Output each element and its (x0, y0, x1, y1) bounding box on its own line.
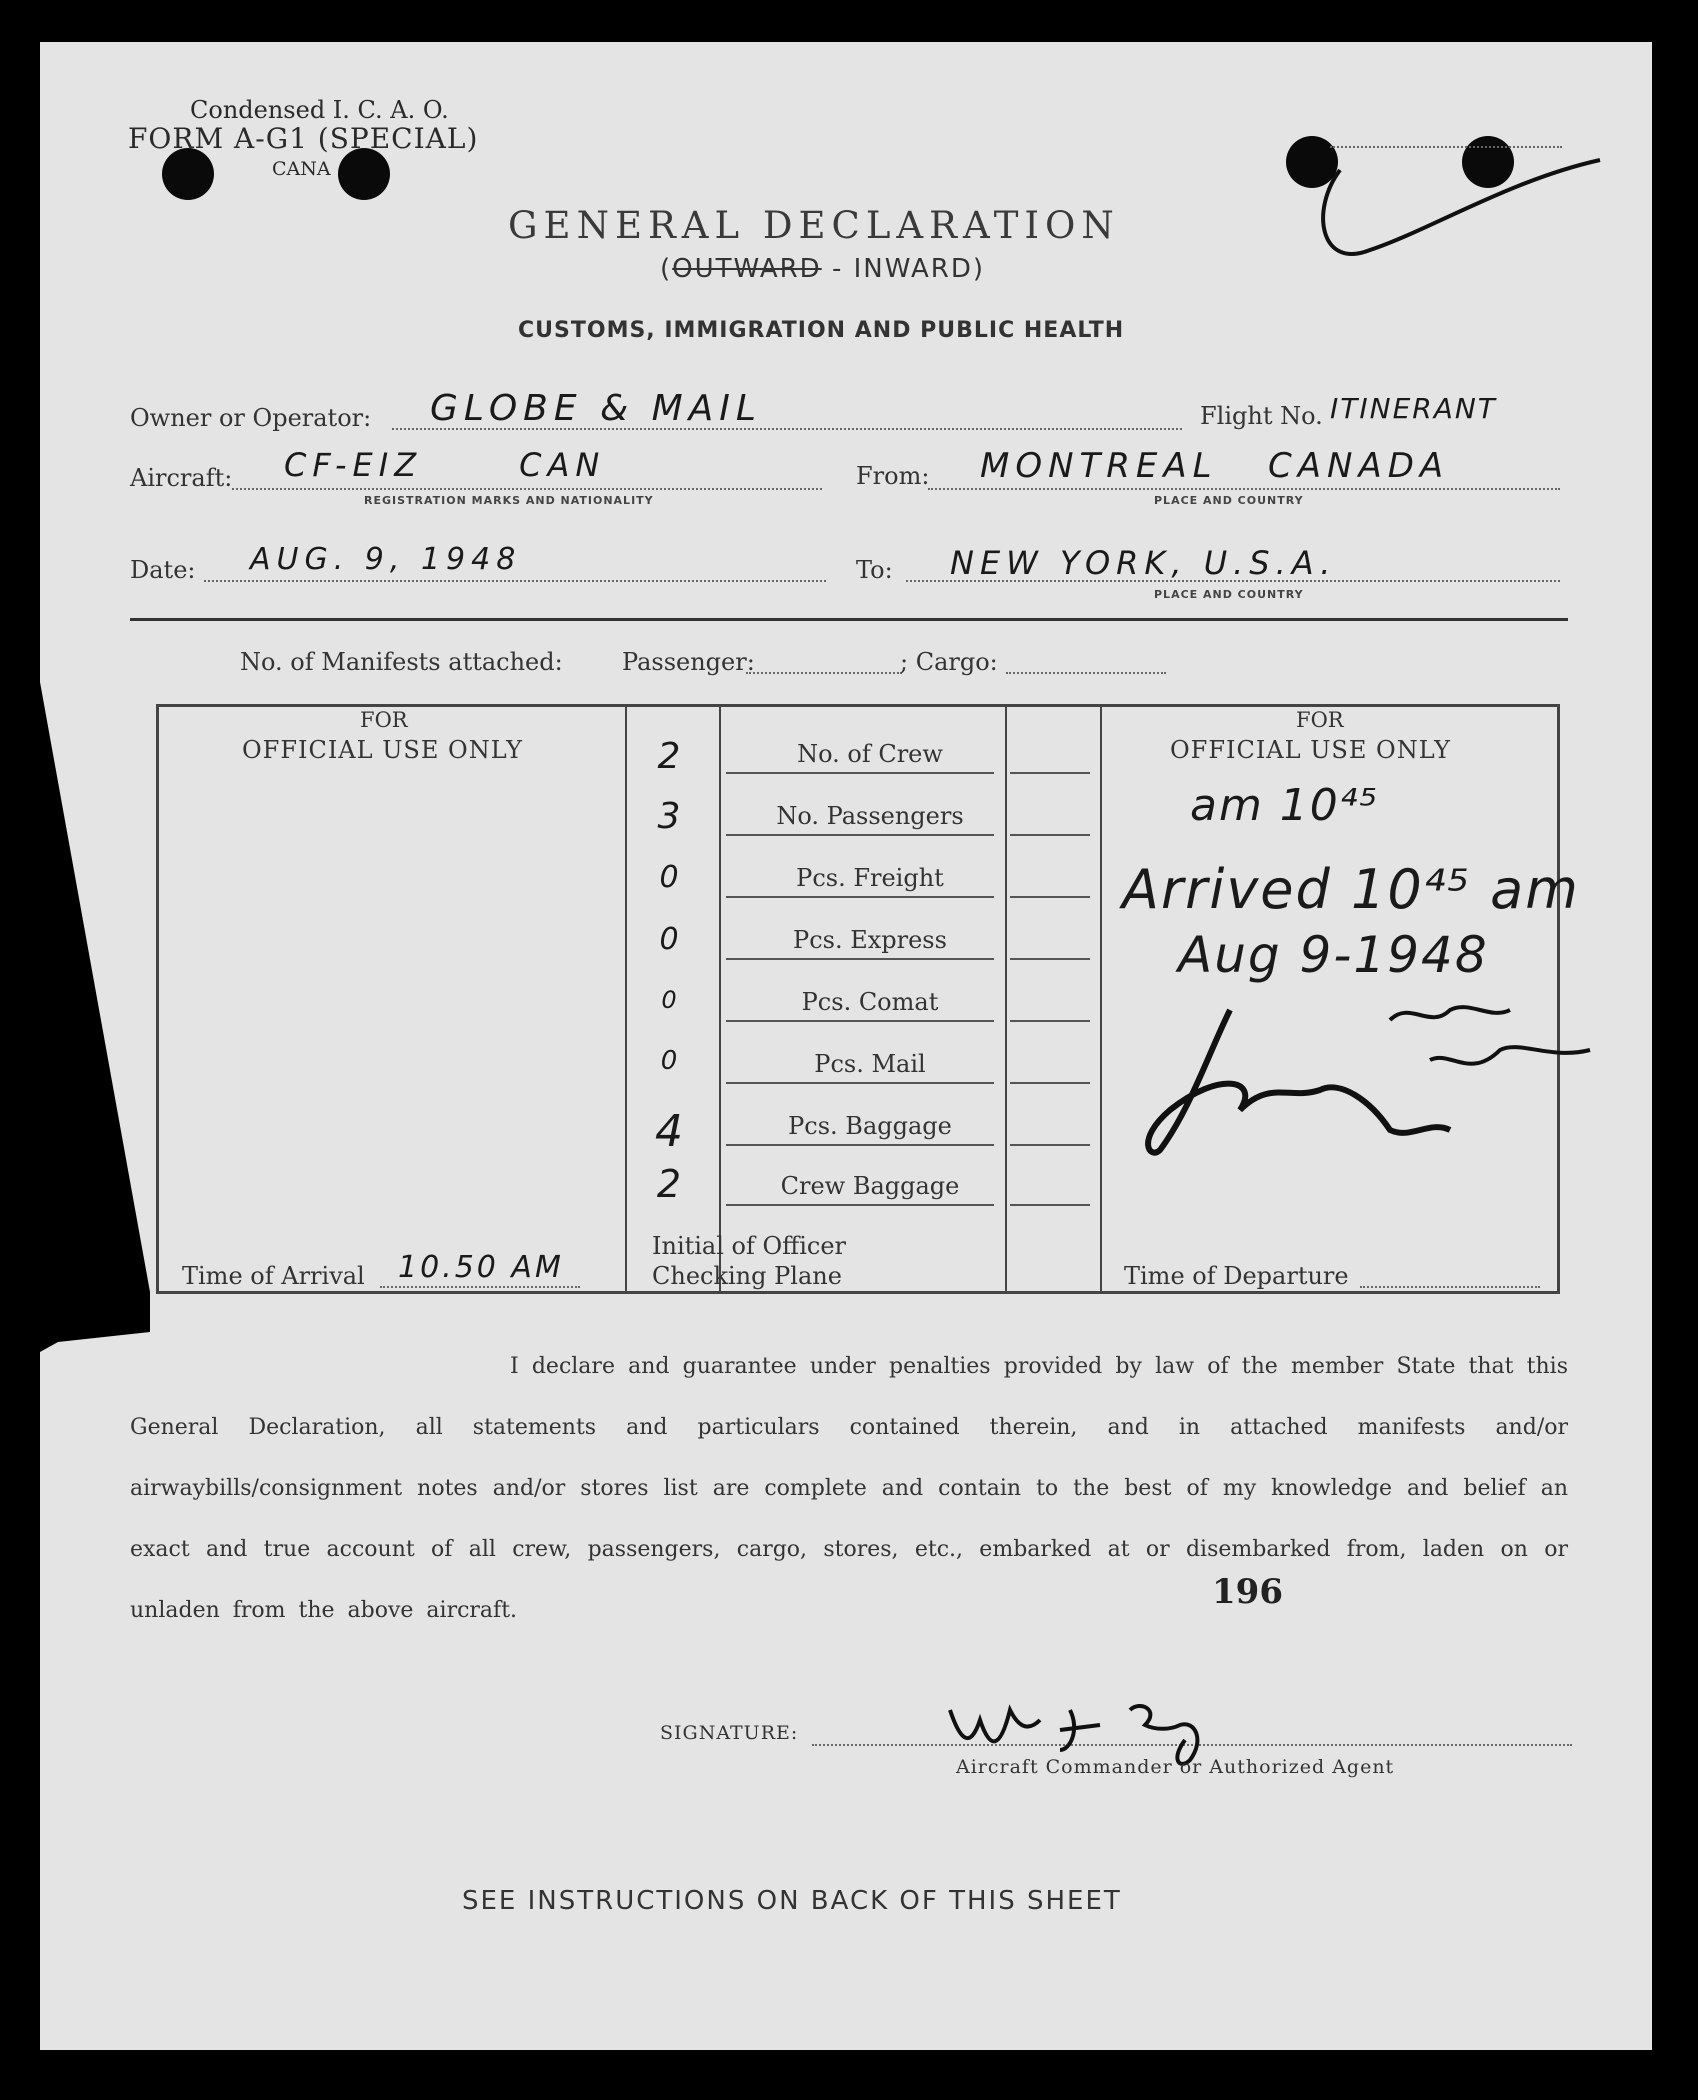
initial-officer-label: Initial of Officer (652, 1232, 847, 1260)
crew-count: 2 (657, 736, 687, 777)
signature-caption: Aircraft Commander or Authorized Agent (956, 1756, 1395, 1778)
manifest-cargo-label: ; Cargo: (900, 648, 998, 676)
table-divider (1100, 707, 1102, 1291)
item-underline (1010, 834, 1090, 836)
from-value: MONTREAL CANADA (980, 446, 1450, 486)
form-line-1: Condensed I. C. A. O. (190, 96, 449, 124)
instructions-footer: SEE INSTRUCTIONS ON BACK OF THIS SHEET (462, 1886, 1122, 1916)
item-underline (726, 1082, 994, 1084)
aircraft-field-line (232, 488, 822, 490)
item-underline (726, 1204, 994, 1206)
passengers-count: 3 (657, 796, 687, 837)
aircraft-label: Aircraft: (130, 464, 233, 492)
from-field-line (928, 488, 1560, 490)
aircraft-value: CF-EIZ CAN (284, 446, 606, 484)
handwritten-arrived-note: Arrived 10⁴⁵ am (1122, 858, 1580, 921)
punch-hole (338, 148, 390, 200)
manifest-cargo-line (1006, 672, 1166, 674)
crew-baggage-count: 2 (656, 1162, 688, 1206)
item-underline (1010, 772, 1090, 774)
manifest-passenger-label: Passenger: (622, 648, 755, 676)
item-underline (1010, 1204, 1090, 1206)
to-value: NEW YORK, U.S.A. (950, 544, 1337, 582)
table-divider (625, 707, 627, 1291)
item-underline (726, 958, 994, 960)
to-label: To: (856, 556, 893, 584)
express-count: 0 (659, 922, 685, 957)
item-underline (1010, 896, 1090, 898)
arrival-label: Time of Arrival (182, 1262, 365, 1290)
date-value: AUG. 9, 1948 (250, 542, 522, 577)
item-underline (1010, 958, 1090, 960)
form-subheading: CUSTOMS, IMMIGRATION AND PUBLIC HEALTH (518, 318, 1125, 343)
departure-field-line (1360, 1286, 1540, 1288)
aircraft-caption: REGISTRATION MARKS AND NATIONALITY (364, 494, 654, 507)
date-label: Date: (130, 556, 196, 584)
item-underline (726, 772, 994, 774)
flight-label: Flight No. (1200, 402, 1323, 430)
passengers-label: No. Passengers (776, 802, 964, 830)
checking-plane-label: Checking Plane (652, 1262, 842, 1290)
header-divider (130, 618, 1568, 621)
baggage-label: Pcs. Baggage (788, 1112, 952, 1140)
manifest-passenger-line (746, 672, 902, 674)
punch-hole (162, 148, 214, 200)
crew-label: No. of Crew (797, 740, 943, 768)
from-label: From: (856, 462, 930, 490)
right-official-label: OFFICIAL USE ONLY (1170, 736, 1451, 764)
departure-label: Time of Departure (1124, 1262, 1349, 1290)
check-mark-icon (1310, 150, 1610, 270)
handwritten-date-note: Aug 9-1948 (1178, 926, 1489, 984)
to-caption: PLACE AND COUNTRY (1154, 588, 1304, 601)
left-for-label: FOR (360, 708, 408, 732)
mail-label: Pcs. Mail (814, 1050, 926, 1078)
baggage-count: 4 (655, 1106, 689, 1157)
signature-label: SIGNATURE: (660, 1722, 799, 1744)
handwritten-arrival-time-note: am 10⁴⁵ (1190, 780, 1380, 831)
from-caption: PLACE AND COUNTRY (1154, 494, 1304, 507)
date-field-line (204, 580, 826, 582)
owner-label: Owner or Operator: (130, 404, 372, 432)
declaration-paragraph: I declare and guarantee under penalties provided by law of the member State that this General Declaration, all statements and particulars contained therein, and in attached manifests and/or airwaybills/consignment notes and/or stores list are complete and contain to the best of my knowledge and belief an exact and true account of all crew, passengers, cargo, stores, etc., embarked at or disembarked from, laden on or unladen from the above aircraft. (130, 1354, 1568, 1623)
mail-count: 0 (660, 1046, 684, 1076)
item-underline (726, 896, 994, 898)
item-underline (726, 1020, 994, 1022)
freight-label: Pcs. Freight (796, 864, 944, 892)
item-underline (1010, 1082, 1090, 1084)
crew-baggage-label: Crew Baggage (780, 1172, 960, 1200)
table-divider (1005, 707, 1007, 1291)
arrival-value: 10.50 AM (398, 1250, 564, 1285)
item-underline (1010, 1020, 1090, 1022)
express-label: Pcs. Express (793, 926, 947, 954)
freight-count: 0 (659, 860, 685, 895)
form-line-3: CANA (272, 158, 331, 180)
table-divider (719, 707, 721, 1291)
comat-count: 0 (661, 986, 683, 1014)
comat-label: Pcs. Comat (801, 988, 939, 1016)
owner-value: GLOBE & MAIL (430, 388, 762, 429)
left-official-label: OFFICIAL USE ONLY (242, 736, 523, 764)
form-subtitle: (OUTWARD - INWARD) (660, 254, 986, 284)
item-underline (726, 1144, 994, 1146)
manifests-label: No. of Manifests attached: (240, 648, 563, 676)
form-line-2: FORM A-G1 (SPECIAL) (128, 122, 479, 155)
item-underline (1010, 1144, 1090, 1146)
officer-signature-icon (1130, 990, 1630, 1170)
right-for-label: FOR (1296, 708, 1344, 732)
flight-value: ITINERANT (1330, 392, 1497, 425)
stamp-number: 196 (1212, 1572, 1283, 1612)
item-underline (726, 834, 994, 836)
form-title: GENERAL DECLARATION (508, 204, 1120, 247)
arrival-field-line (380, 1286, 580, 1288)
top-right-line (1330, 146, 1562, 148)
